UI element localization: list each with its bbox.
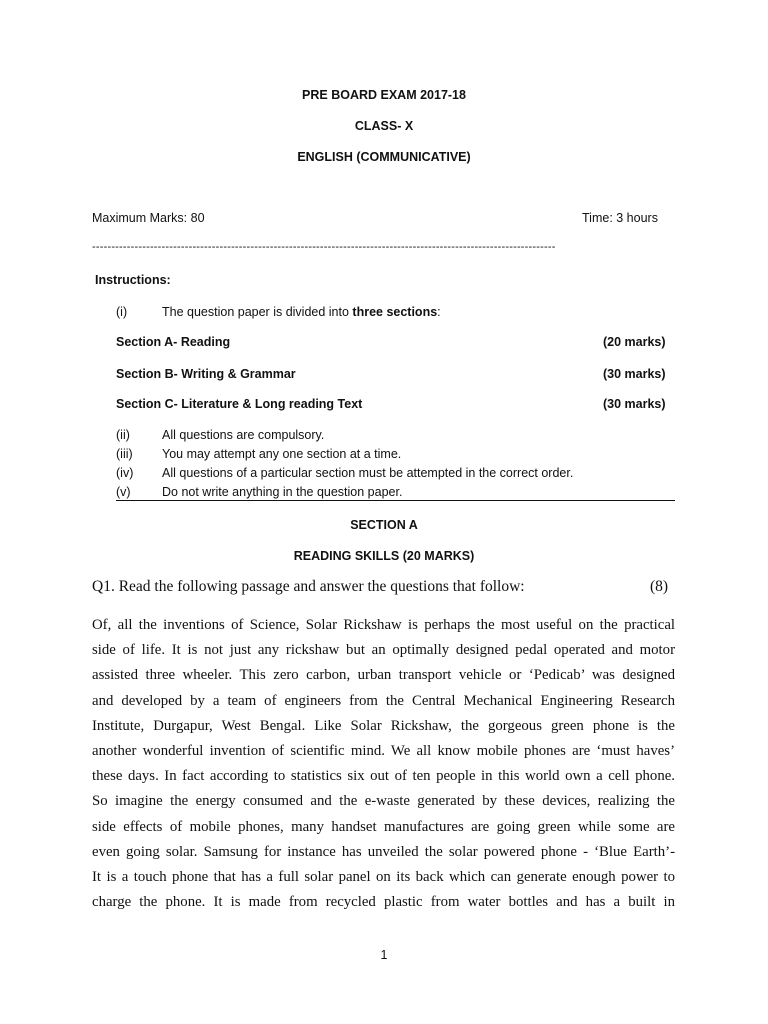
subject-title: ENGLISH (COMMUNICATIVE) (297, 150, 471, 164)
passage-line: So imagine the energy consumed and the e-waste generated by these devices, realizing the (92, 793, 675, 810)
time-allowed: Time: 3 hours (582, 211, 658, 225)
passage-line: these days. In fact according to statistics six out of ten people in this world own a cell phone. (92, 768, 675, 785)
instruction-item (162, 305, 441, 319)
instruction-emphasis: three sections (352, 305, 438, 319)
passage-line: It is a touch phone that has a full solar panel on its back which can generate enough power to (92, 868, 675, 885)
instruction-number: (v) (116, 485, 131, 499)
section-c-label: Section C- Literature & Long reading Text (116, 397, 363, 411)
section-b-marks: (30 marks) (603, 367, 666, 381)
instruction-number: (i) (116, 305, 128, 319)
instruction-text: Do not write anything in the question paper. (162, 485, 403, 499)
section-a-label: Section A- Reading (116, 335, 231, 349)
passage-line: side effects of mobile phones, many handset manufactures are going green while some are (92, 818, 675, 835)
passage-line: charge the phone. It is made from recycled plastic from water bottles and has a built in (92, 894, 675, 911)
section-a-marks: (20 marks) (603, 335, 666, 349)
passage-line: assisted three wheeler. This zero carbon, urban transport vehicle or ‘Pedicab’ was designed (92, 667, 675, 684)
instruction-text-end: : (437, 305, 441, 319)
instructions-underline (116, 500, 675, 501)
instruction-text: All questions are compulsory. (162, 428, 325, 442)
maximum-marks: Maximum Marks: 80 (92, 211, 205, 225)
section-c-marks: (30 marks) (603, 397, 666, 411)
passage-line: side of life. It is not just any rickshaw but an optimally designed pedal operated and motor (92, 642, 675, 659)
dashed-divider: ------------------------------------------------------------------------------------------------------------------------ (92, 241, 556, 253)
question-1-text: Q1. Read the following passage and answer the questions that follow: (92, 578, 525, 595)
section-a-title: SECTION A (350, 518, 418, 532)
reading-passage (92, 613, 675, 915)
page-number: 1 (380, 948, 388, 962)
exam-title: PRE BOARD EXAM 2017-18 (302, 88, 466, 102)
class-title: CLASS- X (354, 119, 414, 133)
section-a-subtitle: READING SKILLS (20 MARKS) (293, 549, 475, 563)
instruction-number: (iv) (116, 466, 134, 480)
question-1 (92, 578, 675, 596)
instruction-number: (iii) (116, 447, 133, 461)
passage-line: Institute, Durgapur, West Bengal. Like Solar Rickshaw, the gorgeous green phone is the (92, 717, 675, 734)
passage-line: another wonderful invention of scientific mind. We all know mobile phones are ‘must haves’ (92, 742, 675, 759)
section-b-label: Section B- Writing & Grammar (116, 367, 296, 381)
passage-line: even going solar. Samsung for instance has unveiled the solar powered phone - ‘Blue Earth’- (92, 843, 675, 860)
instruction-text: All questions of a particular section must be attempted in the correct order. (162, 466, 574, 480)
passage-line: Of, all the inventions of Science, Solar Rickshaw is perhaps the most useful on the practical (92, 617, 675, 633)
instruction-number: (ii) (116, 428, 130, 442)
instructions-heading: Instructions: (95, 273, 171, 287)
instruction-text: You may attempt any one section at a time. (162, 447, 402, 461)
passage-line: and developed by a team of engineers from the Central Mechanical Engineering Research (92, 692, 675, 709)
question-1-marks: (8) (650, 578, 669, 595)
instruction-text: The question paper is divided into (162, 305, 353, 319)
